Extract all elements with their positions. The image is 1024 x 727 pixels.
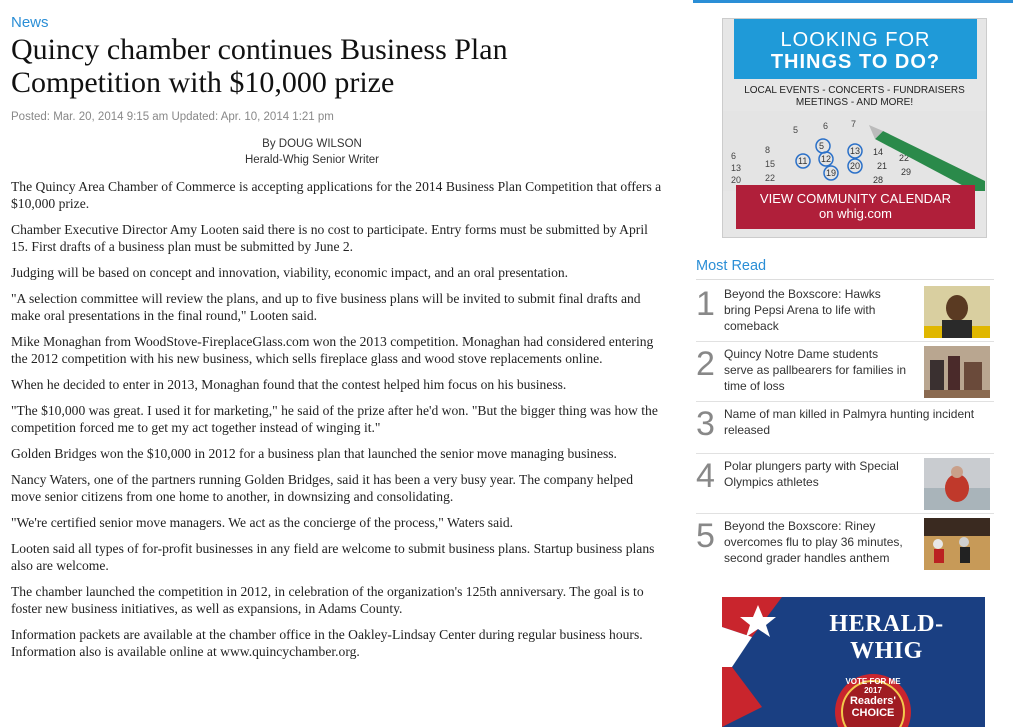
svg-text:13: 13 (850, 146, 861, 156)
svg-text:21: 21 (877, 161, 888, 171)
community-calendar-ad[interactable] (722, 18, 987, 238)
thumbnail-image[interactable] (924, 518, 990, 570)
most-read-heading: Most Read (696, 258, 767, 274)
article-paragraph: The Quincy Area Chamber of Commerce is accepting applications for the 2014 Business Plan Competition that offers a $10,000 prize. (11, 179, 662, 211)
svg-text:28: 28 (873, 175, 884, 185)
most-read-link[interactable]: Beyond the Boxscore: Hawks bring Pepsi Arena to life with comeback (724, 287, 881, 333)
article (11, 14, 666, 669)
most-read-link[interactable]: Name of man killed in Palmyra hunting incident released (724, 407, 975, 437)
svg-text:22: 22 (899, 153, 910, 163)
svg-text:11: 11 (798, 156, 808, 166)
ad-headline-box (734, 19, 977, 79)
divider (696, 401, 994, 402)
badge-text: VOTE FOR ME (845, 677, 901, 686)
most-read-item[interactable] (696, 518, 994, 584)
svg-text:12: 12 (821, 154, 832, 164)
divider (696, 453, 994, 454)
calendar-pen-illustration (723, 111, 986, 191)
article-paragraph: Information packets are available at the chamber office in the Oakley-Lindsay Center during regular business hours. Information also is available online at www.quincychamber.org. (11, 627, 643, 659)
most-read-item[interactable] (696, 346, 994, 402)
rank-number: 4 (696, 457, 715, 495)
article-headline (11, 33, 666, 99)
svg-text:5: 5 (819, 141, 825, 151)
svg-text:22: 22 (765, 173, 776, 183)
byline-author: By DOUG WILSON (262, 138, 362, 150)
svg-text:6: 6 (823, 121, 829, 131)
herald-whig-logo: HERALD-WHIG (829, 611, 944, 664)
article-paragraph: Golden Bridges won the $10,000 in 2012 for a business plan that launched the senior move managing business. (11, 446, 617, 461)
article-paragraph: Mike Monaghan from WoodStove-FireplaceGlass.com won the 2013 competition. Monaghan had considered entering the 2012 competition with his new business, which sells fireplace glass and wood stove replacements online. (11, 334, 654, 366)
article-paragraph: Looten said all types of for-profit businesses in any field are welcome to submit business plans. Startup business plans also are welcome. (11, 541, 655, 573)
section-label[interactable]: News (11, 14, 49, 31)
article-paragraph: Chamber Executive Director Amy Looten said there is no cost to participate. Entry forms must be submitted by April 15. First drafts of a business plan must be submitted by June 2. (11, 222, 648, 254)
divider (696, 279, 994, 280)
article-paragraph: "The $10,000 was great. I used it for marketing," he said of the prize after he'd won. "But the bigger thing was how the competition forced me to get my act together instead of winging it." (11, 403, 658, 435)
headline-line-1: Quincy chamber continues Business Plan (11, 33, 508, 66)
svg-text:5: 5 (793, 125, 799, 135)
divider (696, 513, 994, 514)
byline-title: Herald-Whig Senior Writer (245, 154, 379, 166)
svg-text:20: 20 (850, 161, 861, 171)
divider (696, 341, 994, 342)
article-paragraph: When he decided to enter in 2013, Monaghan found that the contest helped him focus on his business. (11, 377, 567, 392)
headline-line-2: Competition with $10,000 prize (11, 66, 395, 99)
article-paragraph: "A selection committee will review the plans, and up to five business plans will be invited to submit final drafts and make oral presentations in the final round," Looten said. (11, 291, 641, 323)
posted-date: Posted: Mar. 20, 2014 9:15 am Updated: Apr. 10, 2014 1:21 pm (11, 111, 334, 123)
herald-whig-readers-choice-ad[interactable] (722, 597, 985, 727)
svg-text:15: 15 (765, 159, 776, 169)
ad-subtext-line-1: LOCAL EVENTS - CONCERTS - FUNDRAISERS (744, 85, 965, 96)
readers-choice-badge (843, 677, 903, 719)
article-body (11, 178, 666, 660)
ad-subtext (723, 85, 986, 109)
svg-text:13: 13 (731, 163, 742, 173)
rank-number: 2 (696, 345, 715, 383)
ad-headline-line-2: THINGS TO DO? (770, 51, 941, 73)
most-read-link[interactable]: Polar plungers party with Special Olympics athletes (724, 459, 899, 489)
thumbnail-image[interactable] (924, 346, 990, 398)
thumbnail-image[interactable] (924, 458, 990, 510)
view-calendar-label: VIEW COMMUNITY CALENDAR (759, 191, 952, 206)
article-paragraph: The chamber launched the competition in 2012, in celebration of the organization's 125th anniversary. The goal is to foster new business initiatives, as well as expansions, in Adams County. (11, 584, 644, 616)
svg-text:8: 8 (765, 145, 771, 155)
badge-year: 2017 (864, 686, 882, 695)
svg-text:29: 29 (901, 167, 912, 177)
thumbnail-image[interactable] (924, 286, 990, 338)
ad-headline-line-1: LOOKING FOR (780, 29, 931, 51)
svg-text:6: 6 (731, 151, 737, 161)
most-read-link[interactable]: Quincy Notre Dame students serve as pallbearers for families in time of loss (724, 347, 907, 393)
rank-number: 5 (696, 517, 715, 555)
most-read-item[interactable] (696, 458, 994, 514)
most-read-item[interactable] (696, 406, 994, 446)
badge-text: CHOICE (851, 707, 895, 719)
svg-text:20: 20 (731, 175, 742, 185)
article-paragraph: Nancy Waters, one of the partners running Golden Bridges, said it has been a very busy year. The company helped move senior citizens from one home to another, in downsizing and consolidating. (11, 472, 634, 504)
sidebar-top-rule (693, 0, 1013, 3)
ad-subtext-line-2: MEETINGS - AND MORE! (795, 97, 914, 108)
svg-text:14: 14 (873, 147, 884, 157)
article-paragraph: Judging will be based on concept and innovation, viability, economic impact, and an oral presentation. (11, 265, 569, 280)
most-read-link[interactable]: Beyond the Boxscore: Riney overcomes flu to play 36 minutes, second grader handles anthem (724, 519, 903, 565)
byline (11, 136, 613, 168)
rank-number: 3 (696, 405, 715, 443)
view-calendar-button[interactable] (736, 185, 975, 229)
svg-text:19: 19 (826, 168, 837, 178)
badge-text: Readers' (849, 695, 897, 707)
most-read-item[interactable] (696, 286, 994, 342)
article-paragraph: "We're certified senior move managers. We act as the concierge of the process," Waters said. (11, 515, 514, 530)
view-calendar-sublabel: on whig.com (819, 206, 892, 221)
svg-text:7: 7 (851, 119, 857, 129)
rank-number: 1 (696, 285, 715, 323)
